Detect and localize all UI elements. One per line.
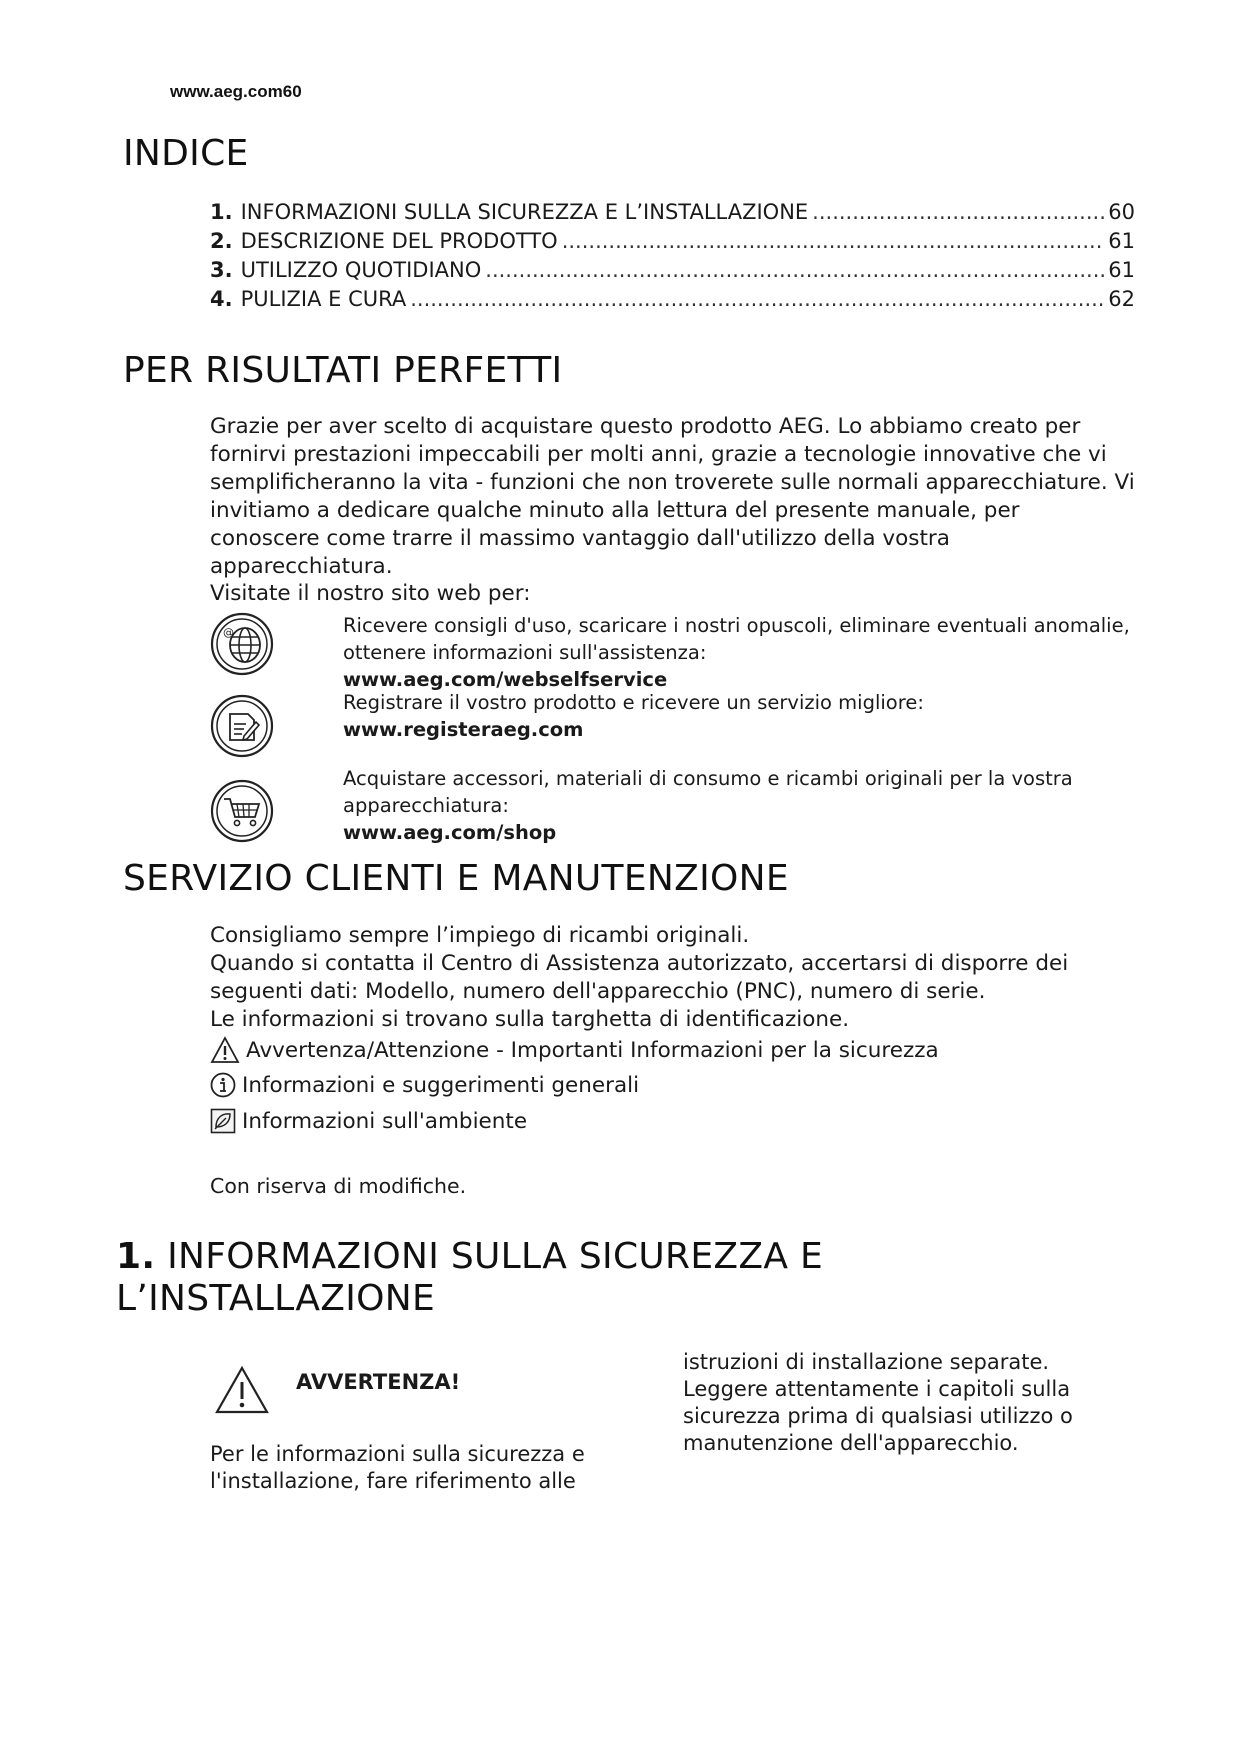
service-line1: Consigliamo sempre l’impiego di ricambi originali. <box>210 923 750 948</box>
results-intro: Grazie per aver scelto di acquistare questo prodotto AEG. Lo abbiamo creato per fornirvi prestazioni impeccabili per molti anni, grazie a tecnologie innovative che vi semplificheranno la vita - funzioni che non troverete sulle normali apparecchiature. Vi invitiamo a dedicare qualche minuto alla lettura del presente manuale, per conoscere come trarre il massimo vantaggio dall'utilizzo della vostra apparecchiatura. <box>210 414 1135 579</box>
toc-item[interactable] <box>210 285 1135 314</box>
link-description: Ricevere consigli d'uso, scaricare i nostri opuscoli, eliminare eventuali anomalie, ottenere informazioni sull'assistenza: <box>343 614 1130 664</box>
svg-text:@: @ <box>223 626 234 639</box>
toc-leader <box>812 198 1104 227</box>
legend-warning <box>210 1036 939 1064</box>
toc-item[interactable] <box>210 198 1135 227</box>
toc-item-label: DESCRIZIONE DEL PRODOTTO <box>240 229 558 253</box>
section1-number: 1. <box>116 1236 156 1277</box>
toc-leader <box>485 256 1104 285</box>
changes-note: Con riserva di modifiche. <box>210 1174 467 1198</box>
environment-icon <box>210 1108 236 1134</box>
toc-item-label: PULIZIA E CURA <box>240 287 407 311</box>
globe-icon <box>210 612 274 676</box>
toc-item-page: 60 <box>1108 200 1135 224</box>
toc-item[interactable] <box>210 227 1135 256</box>
service-line2: Quando si contatta il Centro di Assistenza autorizzato, accertarsi di disporre dei seguenti dati: Modello, numero dell'apparecchio (PNC), numero di serie. <box>210 951 1069 1004</box>
toc-leader <box>410 285 1104 314</box>
link-block-shop <box>343 765 1143 846</box>
warning-label: AVVERTENZA! <box>296 1370 461 1394</box>
toc-item-number: 4. <box>210 287 233 311</box>
cart-icon <box>210 779 274 843</box>
toc-item-label: UTILIZZO QUOTIDIANO <box>240 258 482 282</box>
warning-icon <box>214 1365 270 1415</box>
webselfservice-link[interactable]: www.aeg.com/webselfservice <box>343 668 668 691</box>
safety-right-column <box>683 1349 1103 1457</box>
info-icon <box>210 1072 236 1098</box>
link-description: Acquistare accessori, materiali di consumo e ricambi originali per la vostra apparecchiatura: <box>343 767 1073 817</box>
results-title: PER RISULTATI PERFETTI <box>123 350 563 391</box>
toc-leader <box>562 227 1105 256</box>
safety-left-text: Per le informazioni sulla sicurezza e l'installazione, fare riferimento alle <box>210 1442 585 1493</box>
section1-title-line1: INFORMAZIONI SULLA SICUREZZA E <box>167 1236 824 1277</box>
legend-info-text: Informazioni e suggerimenti generali <box>242 1072 640 1098</box>
toc-item-number: 2. <box>210 229 233 253</box>
index-title: INDICE <box>123 133 249 174</box>
register-icon <box>210 694 274 758</box>
toc-item-number: 1. <box>210 200 233 224</box>
toc-item-page: 62 <box>1108 287 1135 311</box>
link-description: Registrare il vostro prodotto e ricevere un servizio migliore: <box>343 691 924 714</box>
toc-item[interactable] <box>210 256 1135 285</box>
safety-left-column <box>210 1441 610 1495</box>
safety-right-text: istruzioni di installazione separate. Leggere attentamente i capitoli sulla sicurezza prima di qualsiasi utilizzo o manutenzione dell'apparecchio. <box>683 1350 1073 1455</box>
warning-icon <box>210 1036 240 1064</box>
register-link[interactable]: www.registeraeg.com <box>343 718 584 741</box>
legend-environment <box>210 1108 527 1134</box>
legend-info <box>210 1072 639 1098</box>
toc-item-label: INFORMAZIONI SULLA SICUREZZA E L’INSTALLAZIONE <box>240 200 809 224</box>
service-title: SERVIZIO CLIENTI E MANUTENZIONE <box>123 858 789 899</box>
header-url: www.aeg.com60 <box>170 82 302 101</box>
shop-link[interactable]: www.aeg.com/shop <box>343 821 557 844</box>
section1-title-line2: L’INSTALLAZIONE <box>116 1278 436 1320</box>
legend-environment-text: Informazioni sull'ambiente <box>242 1108 528 1134</box>
link-block-webselfservice <box>343 612 1143 693</box>
toc-item-page: 61 <box>1108 258 1135 282</box>
link-block-register <box>343 689 1143 743</box>
results-visit: Visitate il nostro sito web per: <box>210 581 531 606</box>
legend-warning-text: Avvertenza/Attenzione - Importanti Informazioni per la sicurezza <box>246 1037 939 1063</box>
section1-title <box>116 1236 823 1321</box>
table-of-contents <box>210 198 1135 314</box>
toc-item-page: 61 <box>1108 229 1135 253</box>
service-line3: Le informazioni si trovano sulla targhetta di identificazione. <box>210 1007 850 1032</box>
toc-item-number: 3. <box>210 258 233 282</box>
